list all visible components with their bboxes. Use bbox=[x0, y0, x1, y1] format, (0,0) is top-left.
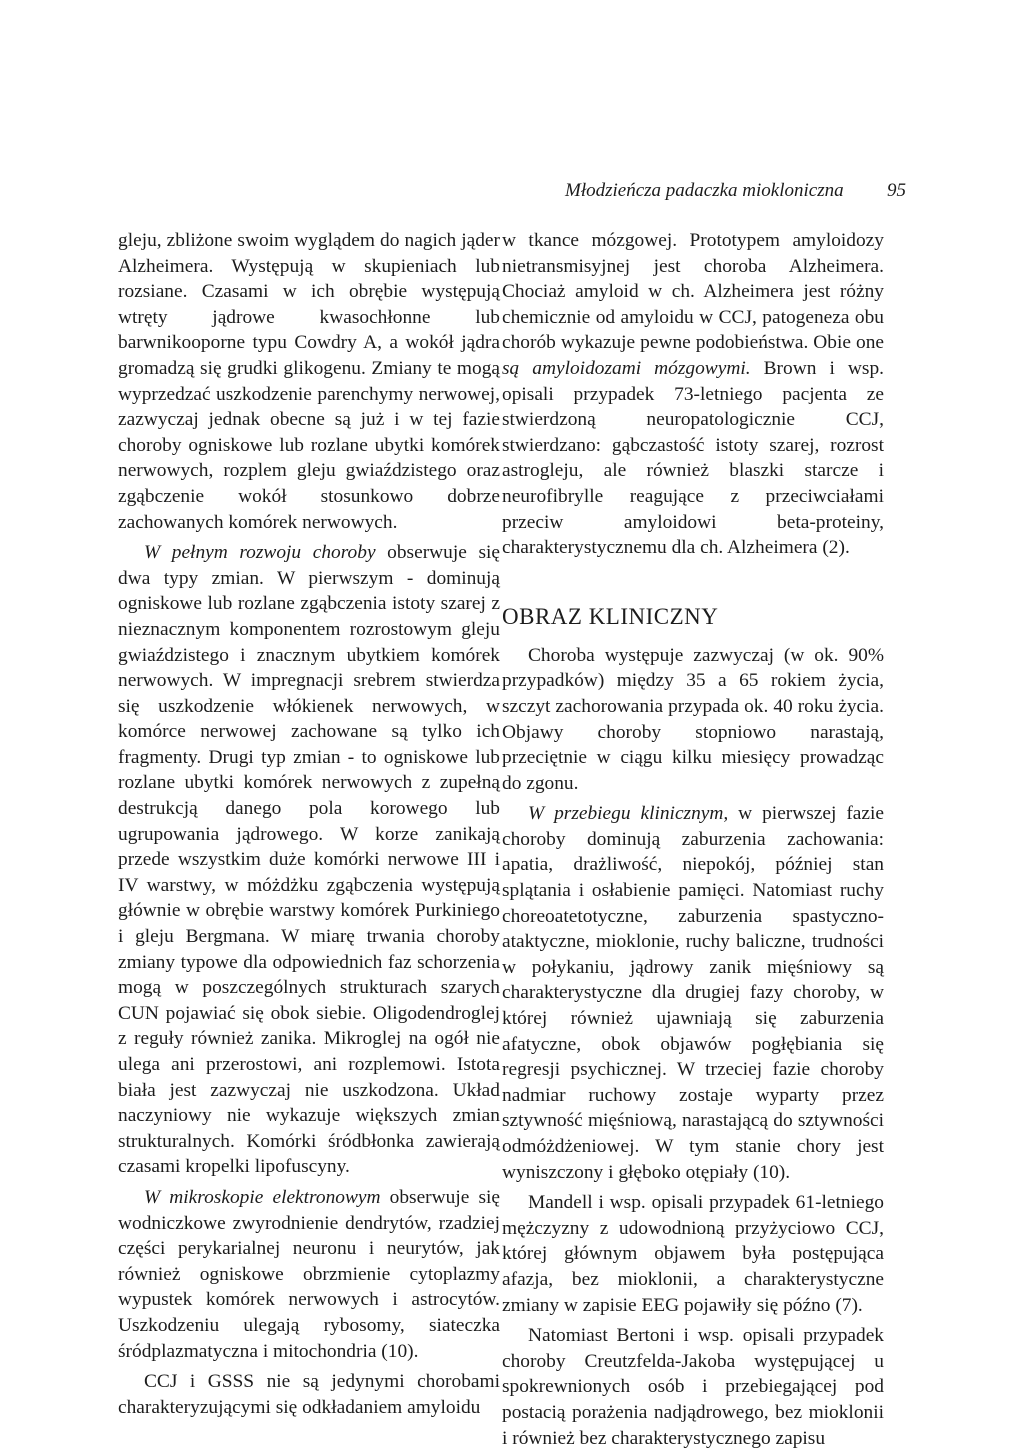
paragraph-text: gleju, zbliżone swoim wyglądem do nagich jąder Alzheimera. Występują w skupieniach lub rozsiane. Czasami w ich obrębie występują wtręty jądrowe kwasochłonne lub barwnikooporne typu Cowdry A, a wokół jądra gromadzą się grudki glikogenu. Zmiany te mogą wyprzedzać uszkodzenie parenchymy nerwowej, zazwyczaj jednak obecne są już i w tej fazie choroby ogniskowe lub rozlane ubytki komórek nerwowych, rozplem gleju gwiaździstego oraz zgąbczenie wokół stosunkowo dobrze zachowanych komórek nerwowych. bbox=[118, 230, 500, 533]
paragraph bbox=[502, 801, 884, 1185]
paragraph-text: Mandell i wsp. opisali przypadek 61-letniego mężczyzny z udowodnioną przyżyciowo CCJ, której głównym objawem była postępująca afazja, bez mioklonii, a charakterystyczne zmiany w zapisie EEG pojawiły się późno (7). bbox=[502, 1192, 884, 1316]
section-heading: OBRAZ KLINICZNY bbox=[502, 603, 719, 629]
left-column bbox=[118, 228, 500, 1420]
right-column bbox=[502, 228, 884, 1451]
paragraph bbox=[502, 228, 884, 561]
italic-lead: W pełnym rozwoju choroby bbox=[144, 542, 376, 564]
page-number: 95 bbox=[887, 180, 906, 201]
paragraph bbox=[118, 1369, 500, 1420]
running-title: Młodzieńcza padaczka miokloniczna bbox=[565, 180, 844, 201]
paragraph-text: Natomiast Bertoni i wsp. opisali przypadek choroby Creutzfelda-Jakoba występującej u spokrewnionych osób i przebiegającej pod postacią porażenia nadjądrowego, bez mioklonii i również bez charakterystycznego zapisu bbox=[502, 1325, 884, 1449]
paragraph bbox=[502, 1190, 884, 1318]
paragraph-text: CCJ i GSSS nie są jedynymi chorobami charakteryzującymi się odkładaniem amyloidu bbox=[118, 1371, 500, 1418]
paragraph bbox=[118, 540, 500, 1180]
paragraph-text: w pierwszej fazie choroby dominują zaburzenia zachowania: apatia, drażliwość, niepokój, później stan splątania i osłabienie pamięci. Natomiast ruchy choreoatetotyczne, zaburzenia spastyczno-ataktyczne, mioklonie, ruchy baliczne, trudności w połykaniu, jądrowy zanik mięśniowy są charakterystyczne dla drugiej fazy choroby, w której również ujawniają się zaburzenia afatyczne, obok objawów pogłębiania się regresji psychicznej. W trzeciej fazie choroby nadmiar ruchowy zostaje wyparty przez sztywność mięśniową, narastającą do sztywności odmóżdżeniowej. W tym stanie chory jest wyniszczony i głęboko otępiały (10). bbox=[502, 803, 884, 1183]
italic-lead: W mikroskopie elektronowym bbox=[144, 1186, 381, 1208]
paragraph-text: obserwuje się dwa typy zmian. W pierwszym - dominują ogniskowe lub rozlane zgąbczenia istoty szarej z nieznacznym komponentem rozrostowym gleju gwiaździstego i znacznym ubytkiem komórek nerwowych. W impregnacji srebrem stwierdza się uszkodzenie włókienek nerwowych, w komórce nerwowej zachowane są tylko ich fragmenty. Drugi typ zmian - to ogniskowe lub rozlane ubytki komórek nerwowych z zupełną destrukcją danego pola korowego lub ugrupowania jądrowego. W korze zanikają przede wszystkim duże komórki nerwowe III i IV warstwy, w móżdżku zgąbczenia występują głównie w obrębie warstwy komórek Purkiniego i gleju Bergmana. W miarę trwania choroby zmiany typowe dla odpowiednich faz schorzenia mogą w poszczególnych strukturach szarych CUN pojawiać się obok siebie. Oligodendroglej z reguły również zanika. Mikroglej na ogół nie ulega ani przerostowi, ani rozplemowi. Istota biała jest zazwyczaj nie uszkodzona. Układ naczyniowy nie wykazuje większych zmian strukturalnych. Komórki śródbłonka zawierają czasami kropelki lipofuscyny. bbox=[118, 542, 500, 1178]
paragraph-text: w tkance mózgowej. Prototypem amyloidozy nietransmisyjnej jest choroba Alzheimera. Chociaż amyloid w ch. Alzheimera jest różny chemicznie od amyloidu w CCJ, patogeneza obu chorób wykazuje pewne podobieństwa. Obie one bbox=[502, 230, 884, 354]
paragraph bbox=[118, 228, 500, 535]
paragraph bbox=[118, 1185, 500, 1364]
italic-phrase: są amyloidozami mózgowymi. bbox=[502, 357, 751, 379]
paragraph bbox=[502, 643, 884, 797]
paragraph-text: Choroba występuje zazwyczaj (w ok. 90% przypadków) między 35 a 65 rokiem życia, szczyt zachorowania przypada ok. 40 roku życia. Objawy choroby stopniowo narastają, przeciętnie w ciągu kilku miesięcy prowadząc do zgonu. bbox=[502, 644, 884, 794]
paragraph-text: Brown i wsp. opisali przypadek 73-letniego pacjenta ze stwierdzoną neuropatologicznie CCJ, stwierdzano: gąbczastość istoty szarej, rozrost astrogleju, ale również blaszki starcze i neurofibrylle reagujące z przeciwciałami przeciw amyloidowi beta-proteiny, charakterystycznemu dla ch. Alzheimera (2). bbox=[502, 357, 884, 559]
paragraph-text: obserwuje się wodniczkowe zwyrodnienie dendrytów, rzadziej części perykarialnej neuronu i neurytów, jak również ogniskowe obrzmienie cytoplazmy wypustek komórek nerwowych i astrocytów. Uszkodzeniu ulegają rybosomy, siateczka śródplazmatyczna i mitochondria (10). bbox=[118, 1186, 500, 1362]
italic-lead: W przebiegu klinicznym, bbox=[528, 803, 729, 825]
paragraph bbox=[502, 1323, 884, 1451]
